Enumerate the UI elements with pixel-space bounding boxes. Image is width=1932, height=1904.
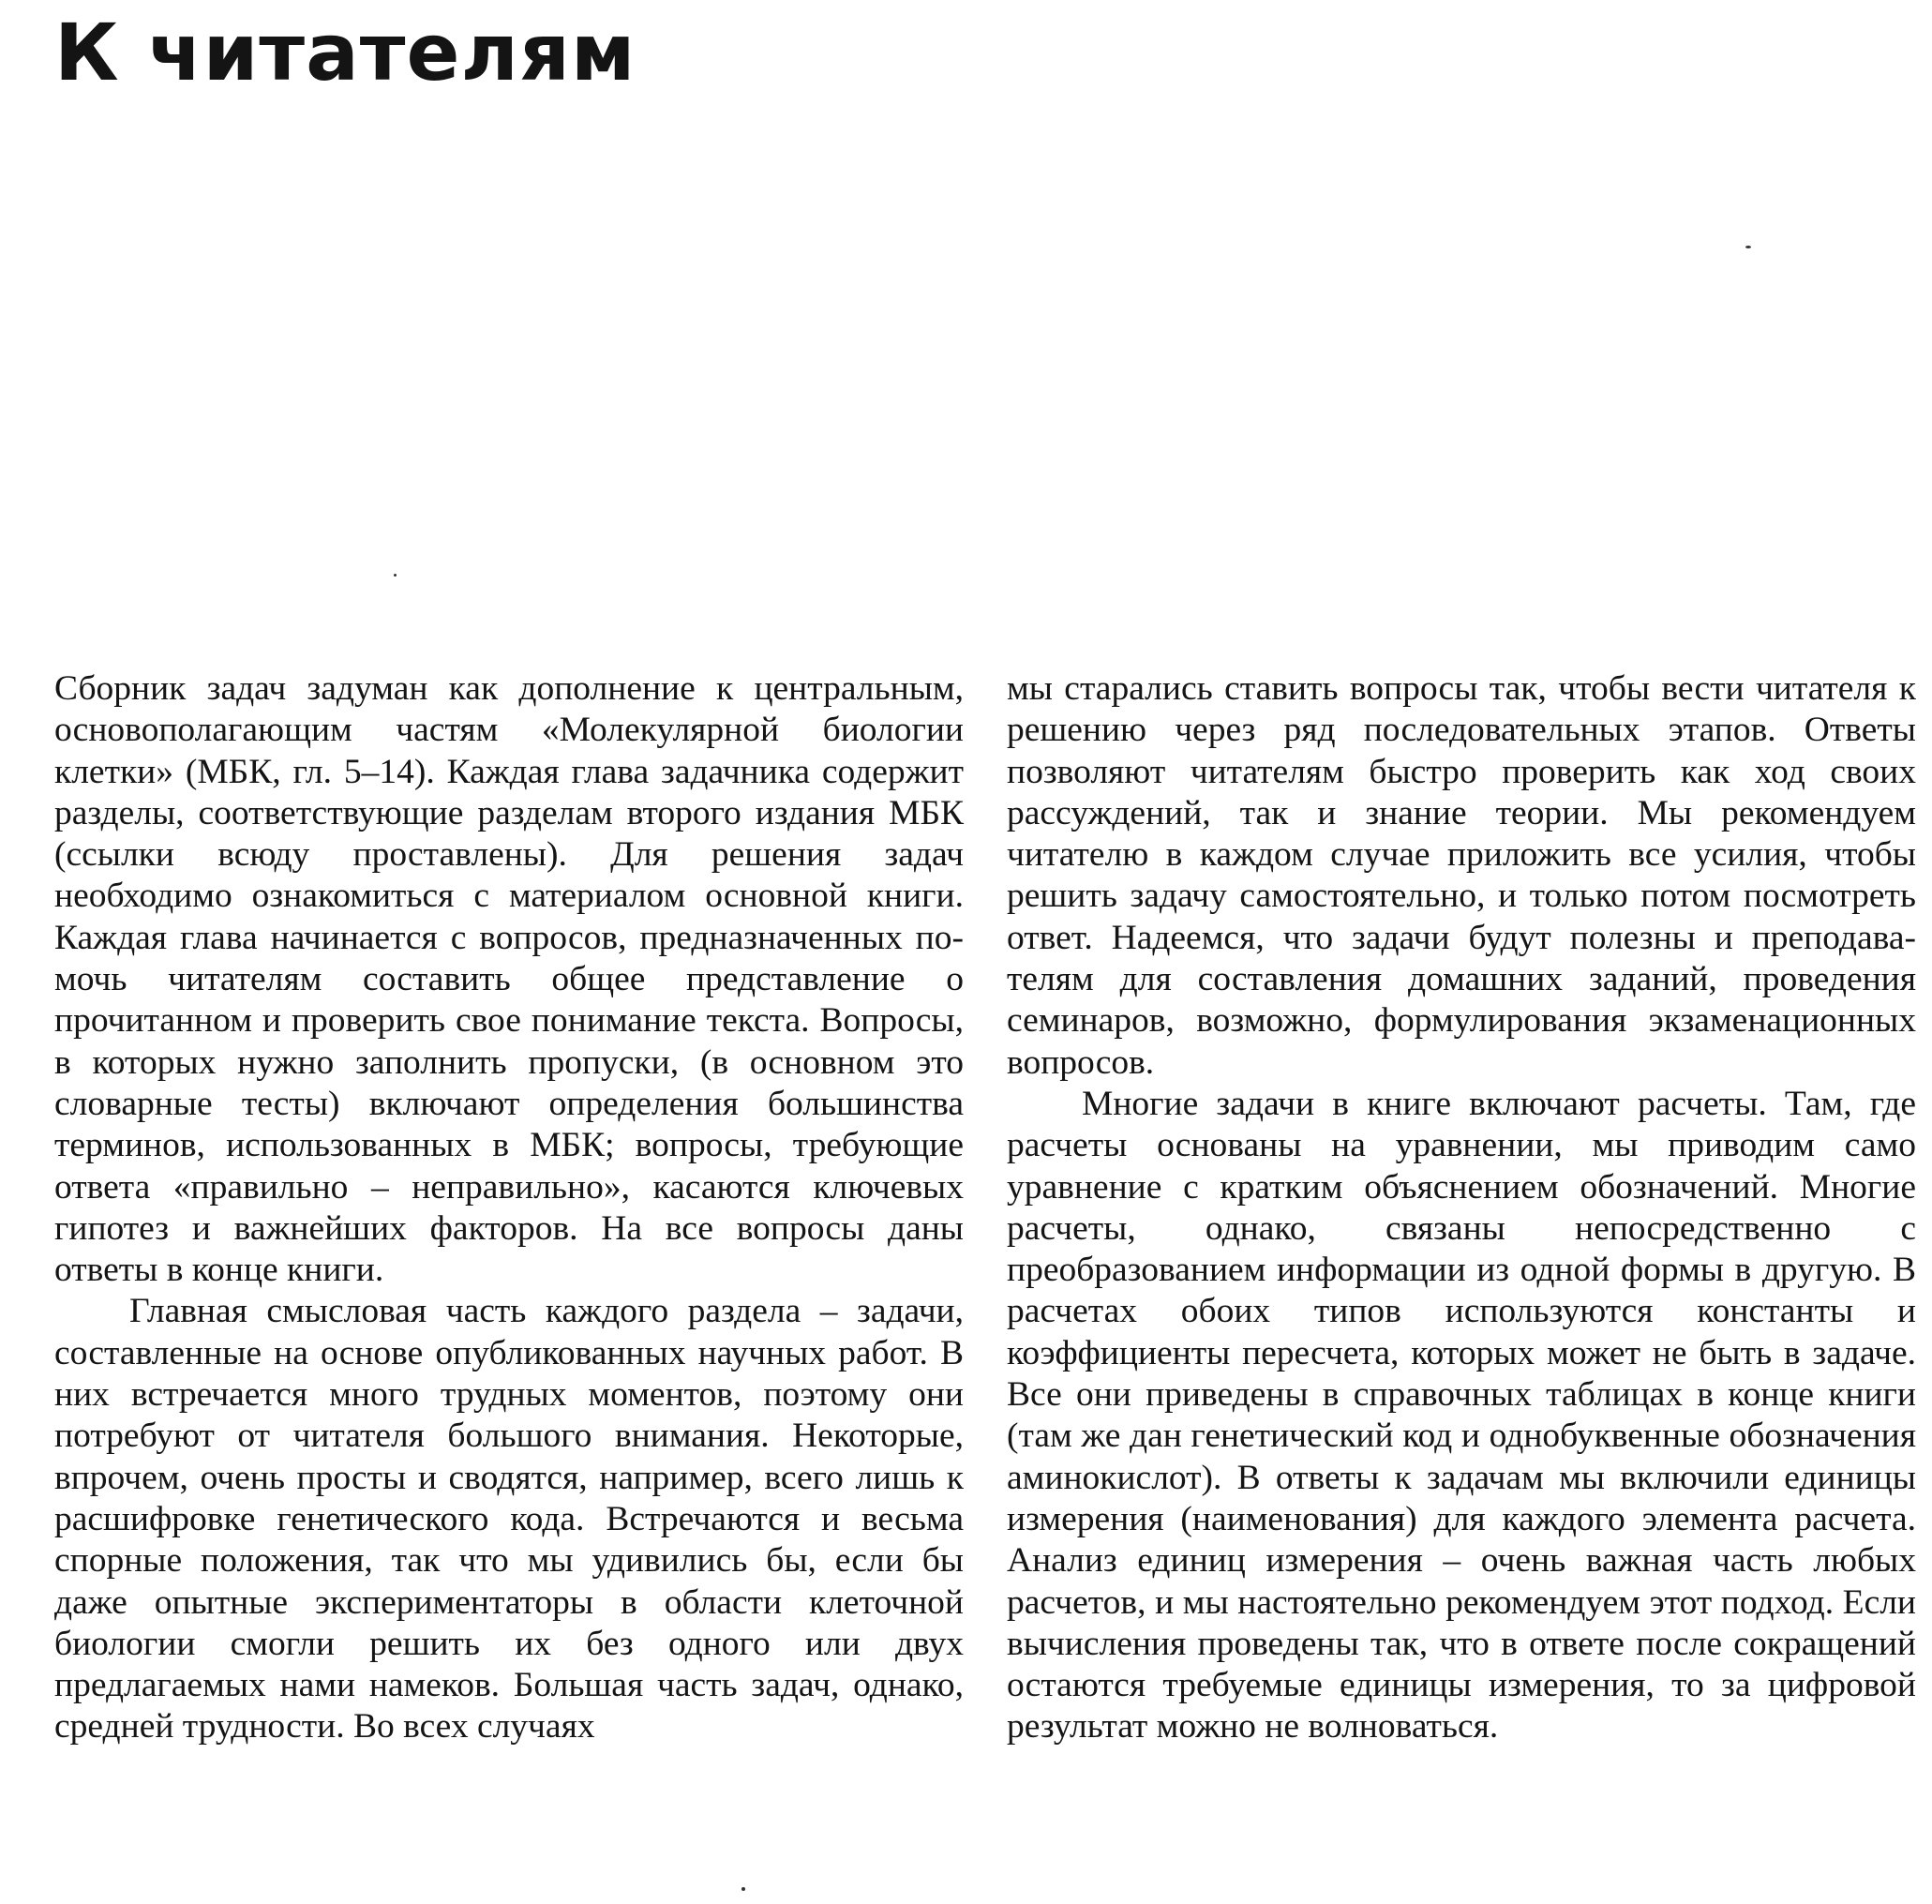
text-column-right [1007, 668, 1916, 1748]
scan-speck [741, 1887, 745, 1891]
paragraph: Сборник задач задуман как дополнение к центральным, основополагающим частям «Молекулярной биологии клетки» (МБК, гл. 5–14). Каждая глава задачника содержит разделы, соответствующие разделам второго издания МБК (ссылки всюду проставлены). Для решения задач необходимо ознакомиться с материалом основной книги. Каждая глава начинается с вопросов, предназначенных помочь читателям составить общее представление о прочитанном и проверить свое понимание текста. Вопросы, в которых нужно заполнить пропуски, (в основном это словарные тесты) включают определения большинства терминов, использованных в МБК; вопросы, требующие ответа «правильно – неправильно», касаются ключевых гипотез и важнейших факторов. На все вопросы даны ответы в конце книги. [54, 669, 964, 1290]
text-column-left [54, 668, 964, 1748]
scan-speck [394, 574, 397, 577]
paragraph: Главная смысловая часть каждого раздела – задачи, составленные на основе опубликованных научных работ. В них встречается много трудных моментов, поэтому они потребуют от читателя большого внимания. Некоторые, впрочем, очень просты и сводятся, например, всего лишь к расшифровке генетического кода. Встречаются и весьма спорные положения, так что мы удивились бы, если бы даже опытные экспериментаторы в области клеточной биологии смогли решить их без одного или двух предлагаемых нами намеков. Большая часть задач, однако, средней трудности. Во всех случаях [54, 1292, 964, 1747]
paragraph: Многие задачи в книге включают расчеты. Там, где расчеты основаны на уравнении, мы приводим само уравнение с кратким объяснением обозначений. Многие расчеты, однако, связаны непосредственно с преобразованием информации из одной формы в другую. В расчетах обоих типов используются константы и коэффициенты пересчета, которых может не быть в задаче. Все они приведены в справочных таблицах в конце книги (там же дан генетический код и однобуквенные обозначения аминокислот). В ответы к задачам мы включили единицы измерения (наименования) для каждого элемента расчета. Анализ единиц измерения – очень важная часть любых расчетов, и мы настоятельно рекомендуем этот подход. Если вычисления проведены так, что в ответе после сокращений остаются требуемые единицы измерения, то за цифровой результат можно не волноваться. [1007, 1084, 1916, 1747]
scan-speck [1745, 246, 1751, 248]
paragraph: мы старались ставить вопросы так, чтобы вести читателя к решению через ряд последовательных этапов. Ответы позволяют читателям быстро проверить как ход своих рассуждений, так и знание теории. Мы рекомендуем читателю в каждом случае приложить все усилия, чтобы решить задачу самостоятельно, и только потом посмотреть ответ. Надеемся, что задачи будут полезны и преподавателям для составления домашних заданий, проведения семинаров, возможно, формулирования экзаменационных вопросов. [1007, 669, 1916, 1082]
page-title: К читателям [54, 7, 637, 98]
